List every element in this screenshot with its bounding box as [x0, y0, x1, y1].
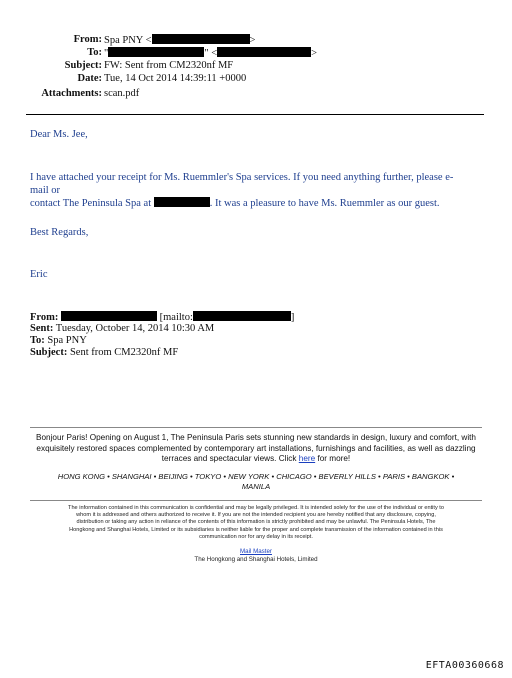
promo-line-1: Bonjour Paris! Opening on August 1, The Peninsula Paris sets stunning new standards in design, luxury and comfort, with [36, 433, 476, 442]
header-to-label: To: [87, 47, 102, 58]
redaction-bar [152, 34, 250, 44]
footer-top-rule [30, 427, 482, 428]
body-paragraph [30, 171, 470, 210]
orig-subject-row [30, 347, 178, 358]
body-line-2b: . It was a pleasure to have Ms. Ruemmler as our guest. [209, 198, 440, 209]
legal-disclaimer [30, 505, 482, 541]
header-attachments-label: Attachments: [41, 88, 102, 99]
legal-line-1: The information contained in this communication is confidential and may be legally privileged. It is intended solely for the use of the individual or entity to [68, 505, 444, 511]
redaction-bar [193, 311, 291, 321]
greeting: Dear Ms. Jee, [30, 129, 88, 140]
city-line-1: HONG KONG • SHANGHAI • BEIJING • TOKYO • NEW YORK • CHICAGO • BEVERLY HILLS • PARIS • BANGKOK • [57, 472, 455, 481]
header-to-prefix: " [104, 48, 109, 59]
promo-line-3 [34, 454, 478, 465]
header-from-label: From: [73, 34, 102, 45]
orig-to-row [30, 335, 87, 346]
promo-line-2: exquisitely restored spaces complemented by contemporary art installations, furnishings and facilities, as well as dazzling [36, 443, 476, 453]
orig-subject-label: Subject: [30, 347, 68, 358]
legal-line-4: Hongkong and Shanghai Hotels, Limited or its subsidiaries is neither liable for the proper and complete transmission of the information contained in this [69, 526, 443, 533]
body-line-2 [30, 197, 470, 210]
orig-mailto-end: ] [290, 312, 295, 323]
legal-line-5: communication nor for any delay in its receipt. [199, 533, 313, 540]
header-from-value: Spa PNY < [104, 35, 152, 46]
bates-number: EFTA00360668 [425, 660, 504, 671]
orig-sent-label: Sent: [30, 323, 54, 334]
orig-to-label: To: [30, 335, 45, 346]
header-subject-label: Subject: [64, 60, 102, 71]
redaction-bar [61, 311, 157, 321]
header-from-tail: > [249, 35, 256, 46]
orig-mailto: [mailto: [159, 312, 193, 323]
header-date-value: Tue, 14 Oct 2014 14:39:11 +0000 [104, 73, 247, 84]
signature: Eric [30, 269, 48, 280]
promo-line-3a: terraces and spectacular views. Click [161, 454, 297, 463]
redaction-bar [217, 47, 311, 57]
body-line-1: I have attached your receipt for Ms. Ruemmler's Spa services. If you need anything further, please e-mail or [30, 172, 454, 196]
orig-sent-row [30, 323, 214, 334]
mail-master-link[interactable]: Mail Master [240, 548, 272, 555]
header-attachments-value: scan.pdf [104, 88, 140, 99]
promo-here-link[interactable]: here [298, 454, 316, 463]
body-line-2a: contact The Peninsula Spa at [30, 198, 152, 209]
promo-line-3b: for more! [317, 454, 351, 463]
footer-mid-rule [30, 500, 482, 501]
city-list [34, 472, 478, 492]
company-name: The Hongkong and Shanghai Hotels, Limited [194, 556, 318, 563]
redaction-bar [108, 47, 204, 57]
header-divider [26, 114, 484, 115]
city-line-2: MANILA [241, 482, 271, 491]
orig-sent-value: Tuesday, October 14, 2014 10:30 AM [55, 323, 215, 334]
orig-subject-value: Sent from CM2320nf MF [69, 347, 179, 358]
legal-line-3: distribution or taking any action in reliance of the contents of this information is strictly prohibited and may be unlawful. The Peninsula Hotels, The [76, 519, 436, 526]
header-to-tail: > [311, 48, 318, 59]
redaction-bar [154, 197, 210, 207]
legal-line-2: whom it is addressed and others authorized to receive it. If you are not the intended recipient you are hereby notified that any disclosure, copying, [76, 512, 436, 519]
header-subject-value: FW: Sent from CM2320nf MF [104, 60, 234, 71]
orig-from-label: From: [30, 312, 59, 323]
orig-to-value: Spa PNY [47, 335, 87, 346]
promo-text [34, 433, 478, 465]
closing: Best Regards, [30, 227, 89, 238]
header-date-label: Date: [77, 73, 102, 84]
orig-from-row [30, 311, 294, 323]
header-to-mid: " < [204, 48, 218, 59]
